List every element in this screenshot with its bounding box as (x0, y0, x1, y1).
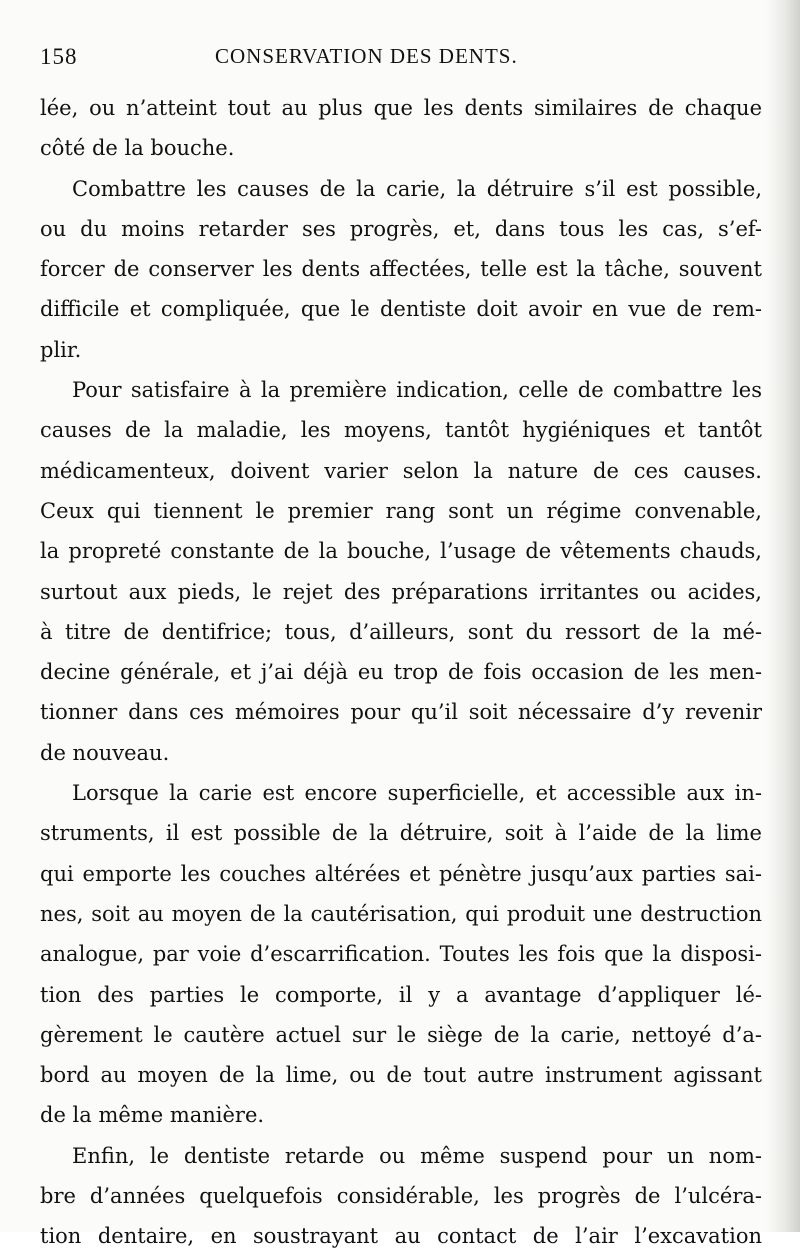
text-line: tion dentaire, en soustrayant au contact de l’air l’excavation (40, 1224, 762, 1249)
text-line: tionner dans ces mémoires pour qu’il soit nécessaire d’y revenir (40, 700, 762, 725)
text-line: la propreté constante de la bouche, l’usage de vêtements chauds, (40, 539, 762, 564)
text-line: lée, ou n’atteint tout au plus que les dents similaires de chaque (40, 96, 762, 120)
text-line: Enfin, le dentiste retarde ou même suspend pour un nom- (72, 1143, 762, 1168)
text-line: bre d’années quelquefois considérable, les progrès de l’ulcéra- (40, 1184, 762, 1209)
text-line: difficile et compliquée, que le dentiste doit avoir en vue de rem- (40, 297, 762, 322)
text-line: causes de la maladie, les moyens, tantôt hygiéniques et tantôt (40, 418, 762, 443)
text-line: ou du moins retarder ses progrès, et, dans tous les cas, s’ef- (40, 216, 762, 241)
text-line: struments, il est possible de la détruire, soit à l’aide de la lime (40, 821, 762, 846)
text-line: Lorsque la carie est encore superficielle, et accessible aux in- (72, 781, 762, 806)
text-line: tion des parties le comporte, il y a avantage d’appliquer lé- (40, 982, 762, 1007)
page-gutter-shadow (766, 0, 800, 1232)
text-line: Combattre les causes de la carie, la détruire s’il est possible, (72, 176, 762, 201)
text-line: forcer de conserver les dents affectées, telle est la tâche, souvent (40, 257, 762, 282)
page-number: 158 (40, 44, 78, 69)
text-line: médicamenteux, doivent varier selon la nature de ces causes. (40, 458, 762, 483)
running-title: CONSERVATION DES DENTS. (215, 44, 518, 68)
text-line: à titre de dentifrice; tous, d’ailleurs, sont du ressort de la mé- (40, 619, 762, 644)
text-line: nes, soit au moyen de la cautérisation, qui produit une destruction (40, 901, 762, 926)
text-line: de la même manière. (40, 1103, 265, 1128)
text-line: decine générale, et j’ai déjà eu trop de fois occasion de les men- (40, 660, 762, 685)
text-line: de nouveau. (40, 740, 170, 765)
page-body-text (40, 88, 762, 1257)
text-line: Pour satisfaire à la première indication, celle de combattre les (72, 378, 762, 403)
text-line: bord au moyen de la lime, ou de tout autre instrument agissant (40, 1063, 762, 1088)
text-line: Ceux qui tiennent le premier rang sont un régime convenable, (40, 498, 762, 523)
text-line: qui emporte les couches altérées et pénètre jusqu’aux parties sai- (40, 861, 762, 886)
text-line: gèrement le cautère actuel sur le siège de la carie, nettoyé d’a- (40, 1022, 762, 1047)
text-line: surtout aux pieds, le rejet des préparations irritantes ou acides, (40, 579, 762, 604)
text-line: côté de la bouche. (40, 136, 235, 161)
text-line: plir. (40, 337, 82, 362)
page-header (40, 44, 760, 74)
text-line: analogue, par voie d’escarrification. Toutes les fois que la disposi- (40, 942, 762, 967)
